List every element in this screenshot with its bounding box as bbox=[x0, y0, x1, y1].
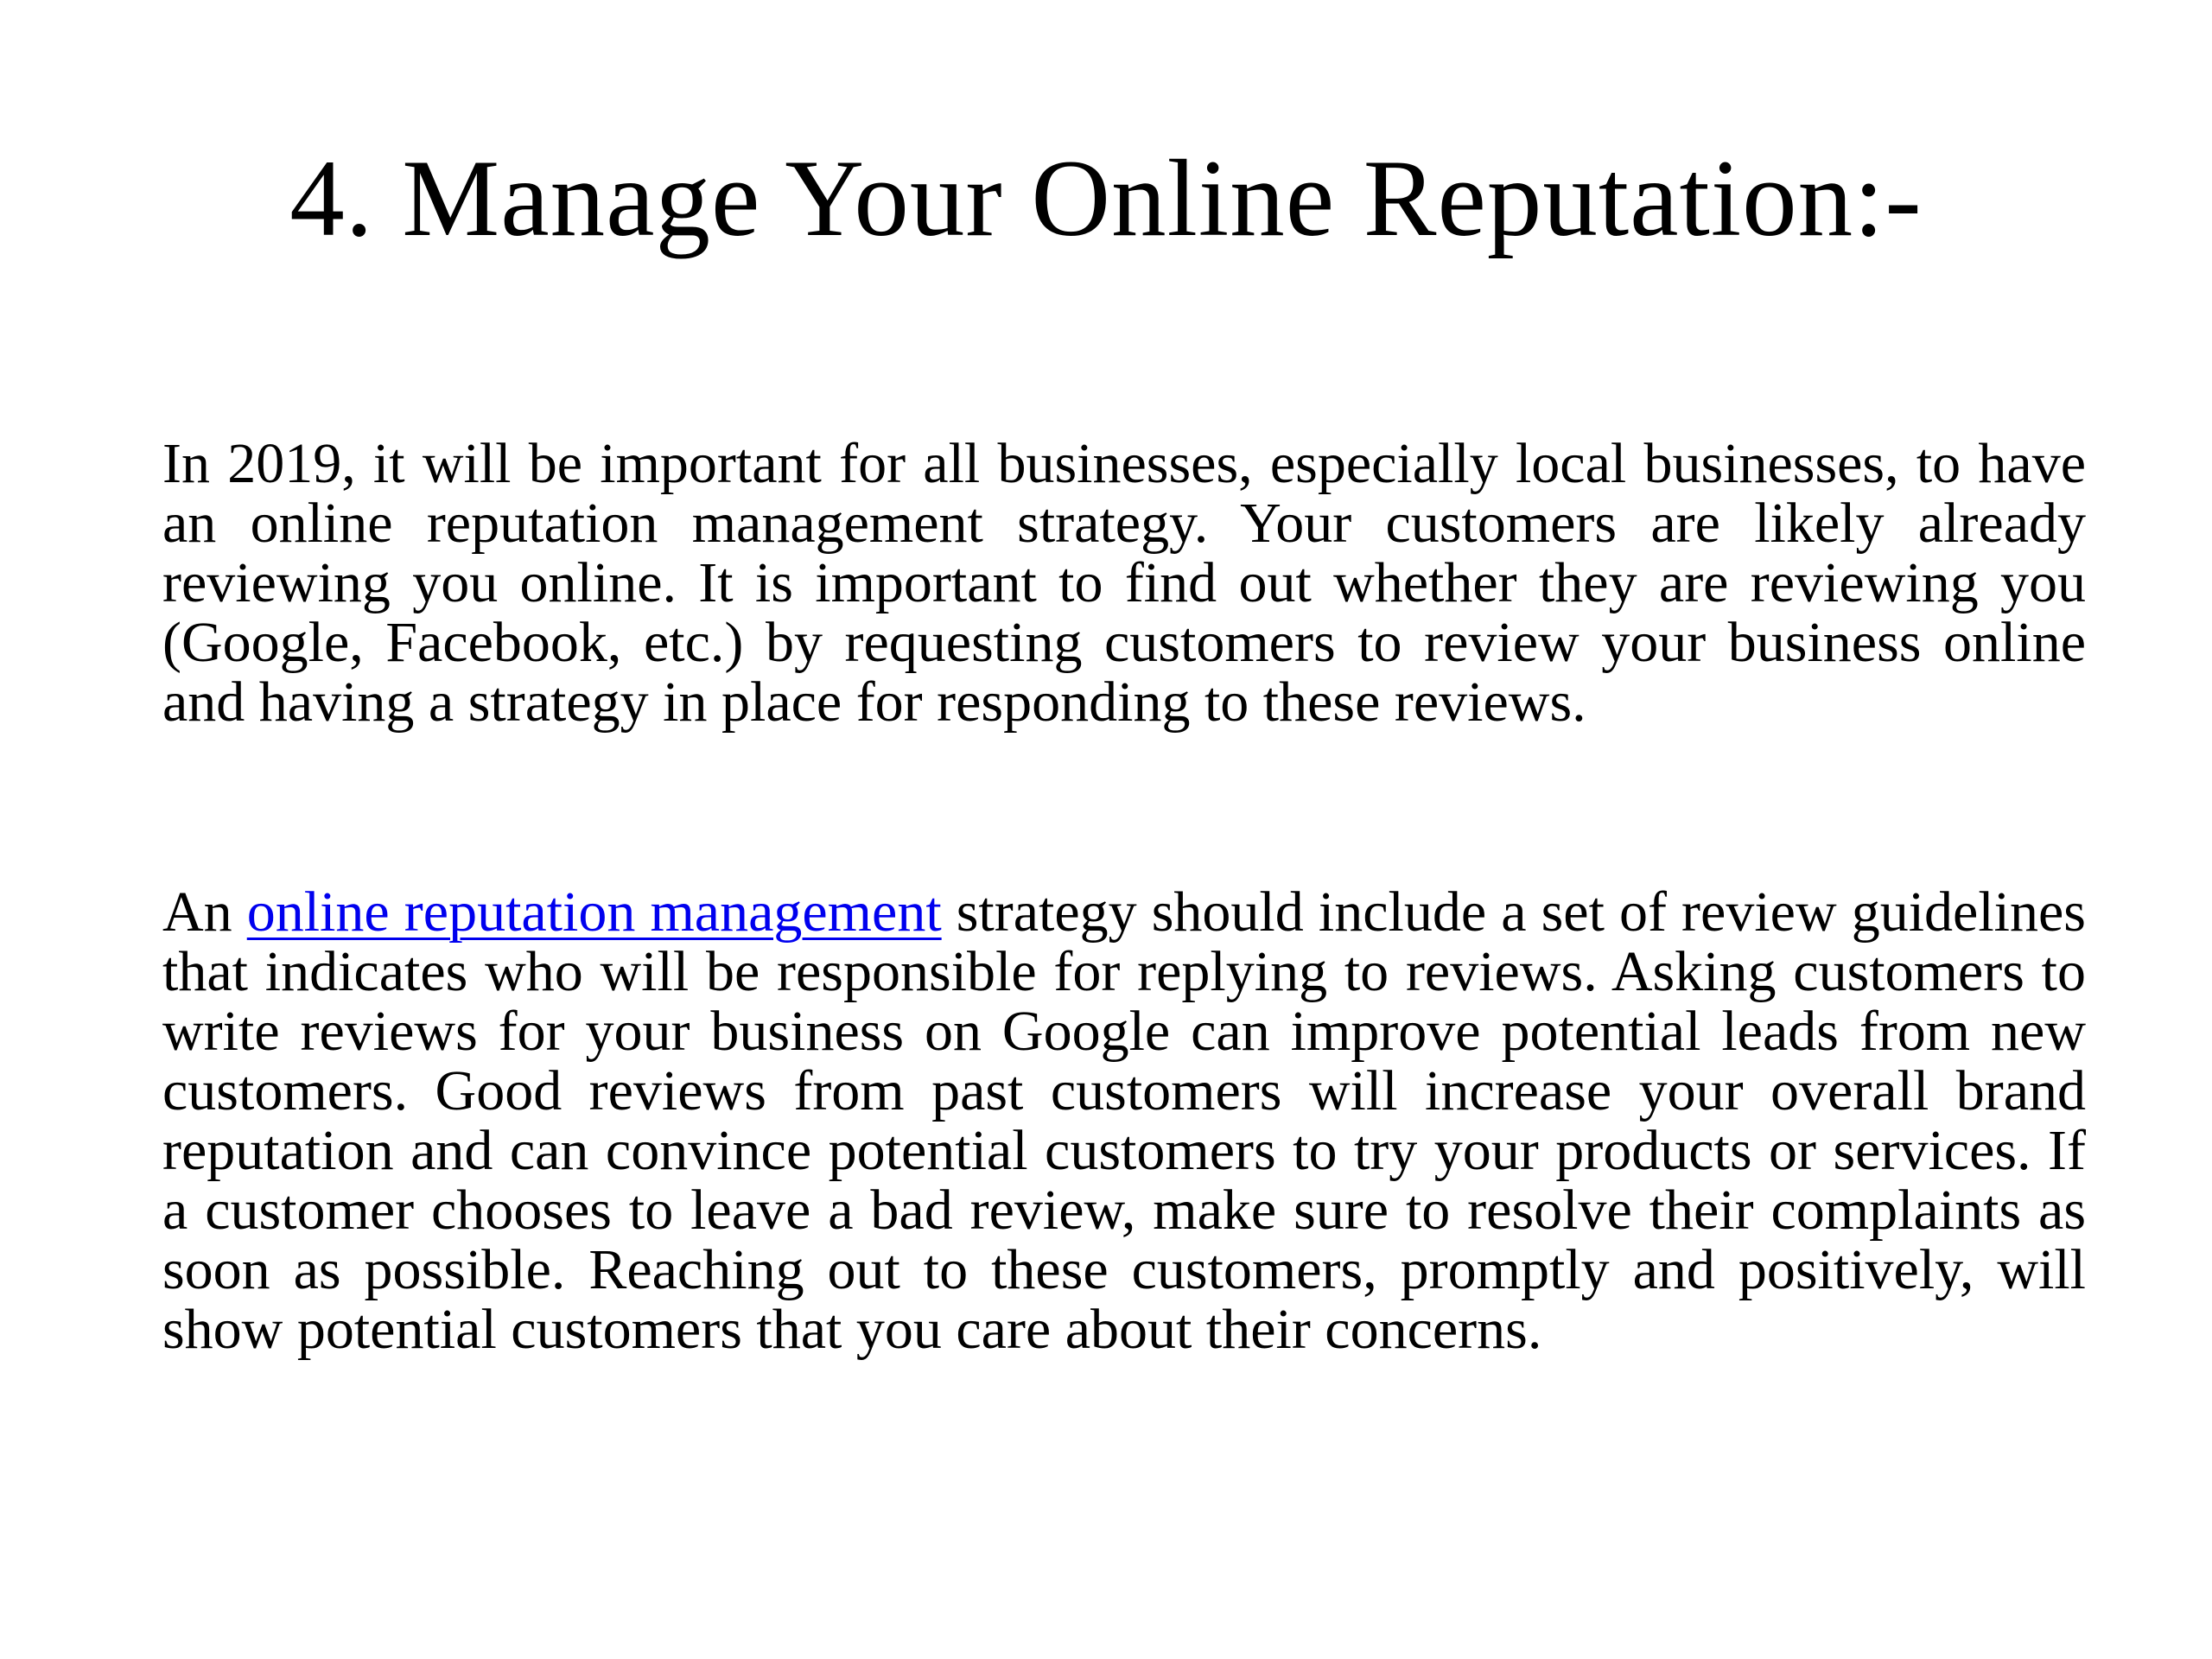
paragraph-lead-text: An bbox=[162, 880, 247, 944]
paragraph-reputation-strategy bbox=[162, 882, 2086, 1359]
paragraph-rest-text: strategy should include a set of review guidelines that indicates who will be responsible for replying to reviews. Asking customers to write reviews for your business on Google can improve potential leads from new customers. Good reviews from past customers will increase your overall brand reputation and can convince potential customers to try your products or services. If a customer chooses to leave a bad review, make sure to resolve their complaints as soon as possible. Reaching out to these customers, promptly and positively, will show potential customers that you care about their concerns. bbox=[162, 880, 2086, 1361]
paragraph-reviews-importance: In 2019, it will be important for all businesses, especially local businesses, to have an online reputation management strategy. Your customers are likely already reviewing you online. It is important to find out whether they are reviewing you (Google, Facebook, etc.) by requesting customers to review your business online and having a strategy in place for responding to these reviews. bbox=[162, 432, 2086, 734]
slide-title: 4. Manage Your Online Reputation:- bbox=[289, 138, 1923, 259]
online-reputation-management-link[interactable]: online reputation management bbox=[246, 880, 942, 944]
